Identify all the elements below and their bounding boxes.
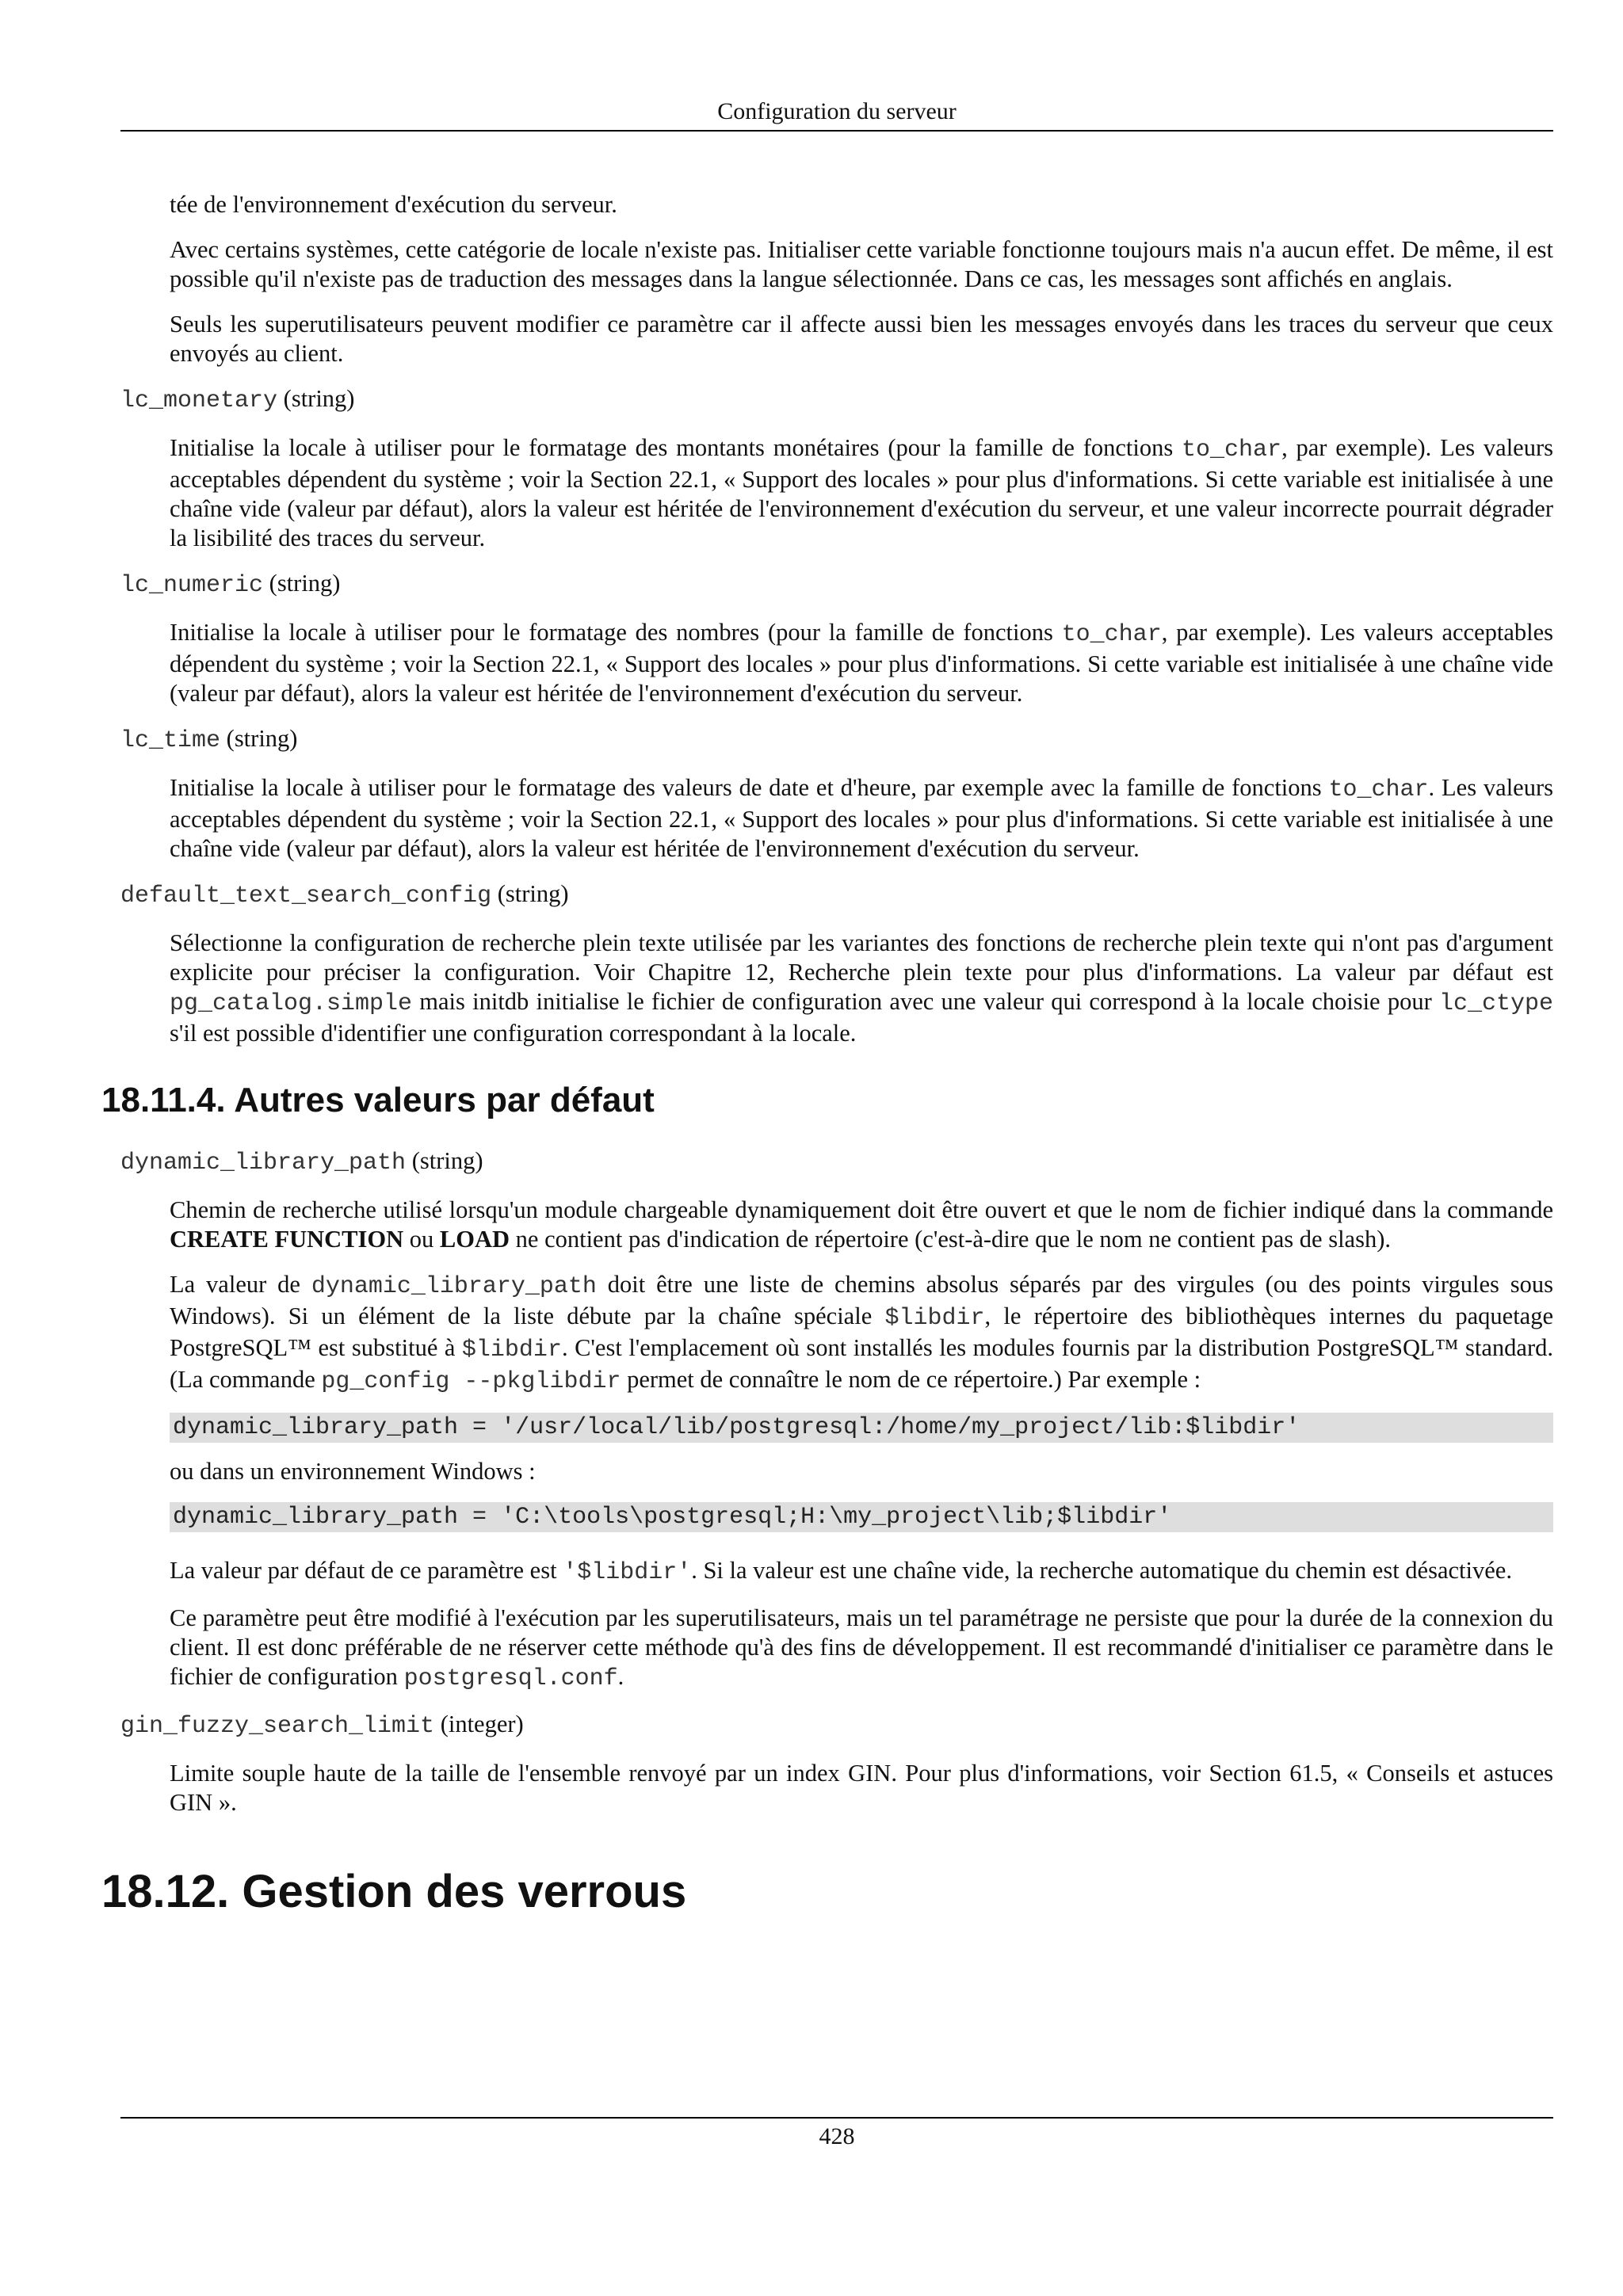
- text-run: Initialise la locale à utiliser pour le formatage des nombres (pour la famille de fonctions: [170, 619, 1062, 646]
- text-run: Ce paramètre peut être modifié à l'exécution par les superutilisateurs, mais un tel paramétrage ne persiste que pour la durée de la connexion du client. Il est donc préférable de ne réserver cette méthode qu'à des fins de développement. Il est recommandé d'initialiser ce paramètre dans le fichier de configuration: [170, 1604, 1553, 1690]
- inline-code: $libdir: [461, 1337, 562, 1363]
- text-run: mais initdb initialise le fichier de configuration avec une valeur qui correspond à la locale choisie pour: [412, 988, 1439, 1015]
- parameter-description: [170, 773, 1553, 864]
- code-example: dynamic_library_path = 'C:\tools\postgresql;H:\my_project\lib;$libdir': [170, 1502, 1553, 1532]
- text-run: . Si la valeur est une chaîne vide, la recherche automatique du chemin est désactivée.: [691, 1557, 1512, 1584]
- text-run: Chemin de recherche utilisé lorsqu'un module chargeable dynamiquement doit être ouvert et que le nom de fichier indiqué dans la commande: [170, 1196, 1553, 1223]
- inline-code: dynamic_library_path: [311, 1273, 597, 1300]
- running-header-title: Configuration du serveur: [717, 98, 957, 124]
- parameter-name: lc_time: [120, 727, 221, 754]
- text-run: Initialise la locale à utiliser pour le formatage des montants monétaires (pour la famille de fonctions: [170, 434, 1182, 461]
- text-run: Initialise la locale à utiliser pour le formatage des valeurs de date et d'heure, par exemple avec la famille de fonctions: [170, 774, 1329, 801]
- text-run: La valeur de: [170, 1271, 311, 1298]
- page-number: 428: [819, 2123, 855, 2149]
- text-run: , par exemple). Les valeurs acceptables dépendent du système ; voir la Section 22.1, « Support des locales » pour plus d'informations. Si cette variable est initialisée à une chaîne vide (valeur par défaut), alors la valeur est héritée de l'environnement d'exécution du serveur.: [170, 619, 1553, 707]
- parameter-name: lc_monetary: [120, 387, 278, 414]
- parameter-name: dynamic_library_path: [120, 1150, 407, 1177]
- paragraph: ou dans un environnement Windows :: [170, 1458, 536, 1485]
- text-run: . Les valeurs acceptables dépendent du système ; voir la Section 22.1, « Support des locales » pour plus d'informations. Si cette variable est initialisée à une chaîne vide (valeur par défaut), alors la valeur est héritée de l'environnement d'exécution du serveur.: [170, 774, 1553, 862]
- inline-code: postgresql.conf: [403, 1665, 618, 1692]
- inline-code: to_char: [1182, 437, 1282, 463]
- inline-code: lc_ctype: [1438, 990, 1553, 1017]
- parameter-type: (string): [226, 725, 298, 752]
- parameter-name: gin_fuzzy_search_limit: [120, 1713, 435, 1740]
- command-name: CREATE FUNCTION: [170, 1226, 404, 1253]
- inline-code: $libdir: [884, 1305, 985, 1332]
- intro-paragraph: Seuls les superutilisateurs peuvent modifier ce paramètre car il affecte aussi bien les messages envoyés dans les traces du serveur que ceux envoyés au client.: [170, 311, 1553, 367]
- text-run: ou: [403, 1226, 440, 1253]
- page-header: [120, 93, 1553, 132]
- intro-continuation-paragraph: tée de l'environnement d'exécution du serveur.: [170, 191, 617, 218]
- parameter-type: (string): [283, 385, 355, 412]
- parameter-description: Limite souple haute de la taille de l'ensemble renvoyé par un index GIN. Pour plus d'informations, voir Section 61.5, « Conseils et astuces GIN ».: [170, 1760, 1553, 1816]
- parameter-term-default-text-search-config: [120, 879, 1553, 911]
- parameter-name: default_text_search_config: [120, 883, 492, 910]
- parameter-term-lc-monetary: [120, 384, 1553, 416]
- parameter-term-dynamic-library-path: [120, 1146, 1553, 1178]
- text-run: La valeur par défaut de ce paramètre est: [170, 1557, 563, 1584]
- inline-code: pg_catalog.simple: [170, 990, 413, 1017]
- text-run: , le répertoire des bibliothèques internes du paquetage PostgreSQL™ est substitué à: [170, 1302, 1553, 1361]
- text-run: s'il est possible d'identifier une configuration correspondant à la locale.: [170, 1020, 857, 1047]
- section-heading: 18.11.4. Autres valeurs par défaut: [101, 1081, 655, 1119]
- intro-paragraph: Avec certains systèmes, cette catégorie de locale n'existe pas. Initialiser cette variable fonctionne toujours mais n'a aucun effet. De même, il est possible qu'il n'existe pas de traduction des messages dans la langue sélectionnée. Dans ce cas, les messages sont affichés en anglais.: [170, 236, 1553, 292]
- page-body: [101, 190, 1553, 1920]
- parameter-type: (string): [411, 1147, 483, 1174]
- parameter-type: (string): [269, 570, 341, 597]
- parameter-description: [170, 929, 1553, 1048]
- inline-code: to_char: [1328, 776, 1429, 803]
- page-footer: [120, 2117, 1553, 2155]
- text-run: .: [617, 1663, 624, 1690]
- command-name: LOAD: [439, 1226, 510, 1253]
- parameter-term-lc-time: [120, 724, 1553, 756]
- parameter-term-gin-fuzzy-search-limit: [120, 1710, 1553, 1741]
- parameter-description: [170, 433, 1553, 553]
- text-run: permet de connaître le nom de ce répertoire.) Par exemple :: [621, 1366, 1201, 1393]
- parameter-type: (string): [497, 880, 569, 907]
- text-run: . C'est l'emplacement où sont installés les modules fournis par la distribution PostgreSQL™ standard. (La commande: [170, 1334, 1553, 1393]
- parameter-term-lc-numeric: [120, 569, 1553, 601]
- inline-code: pg_config --pkglibdir: [321, 1368, 621, 1395]
- parameter-name: lc_numeric: [120, 572, 264, 599]
- code-example: dynamic_library_path = '/usr/local/lib/postgresql:/home/my_project/lib:$libdir': [170, 1413, 1553, 1443]
- section-heading: 18.12. Gestion des verrous: [101, 1866, 687, 1917]
- text-run: doit être une liste de chemins absolus séparés par des virgules (ou des points virgules sous Windows). Si un élément de la liste débute par la chaîne spéciale: [170, 1271, 1553, 1329]
- text-run: , par exemple). Les valeurs acceptables dépendent du système ; voir la Section 22.1, « Support des locales » pour plus d'informations. Si cette variable est initialisée à une chaîne vide (valeur par défaut), alors la valeur est héritée de l'environnement d'exécution du serveur, et une valeur incorrecte pourrait dégrader la lisibilité des traces du serveur.: [170, 434, 1553, 551]
- text-run: ne contient pas d'indication de répertoire (c'est-à-dire que le nom ne contient pas de slash).: [510, 1226, 1392, 1253]
- parameter-description: [170, 1196, 1553, 1254]
- parameter-description: [170, 618, 1553, 708]
- parameter-description: [170, 1604, 1553, 1694]
- inline-code: to_char: [1061, 621, 1162, 648]
- parameter-type: (integer): [440, 1711, 524, 1737]
- parameter-description: [170, 1270, 1553, 1397]
- text-run: Sélectionne la configuration de recherche plein texte utilisée par les variantes des fonctions de recherche plein texte qui n'ont pas d'argument explicite pour préciser la configuration. Voir Chapitre 12, Recherche plein texte pour plus d'informations. La valeur par défaut est: [170, 929, 1553, 986]
- parameter-description: [170, 1556, 1553, 1588]
- inline-code: '$libdir': [563, 1559, 692, 1586]
